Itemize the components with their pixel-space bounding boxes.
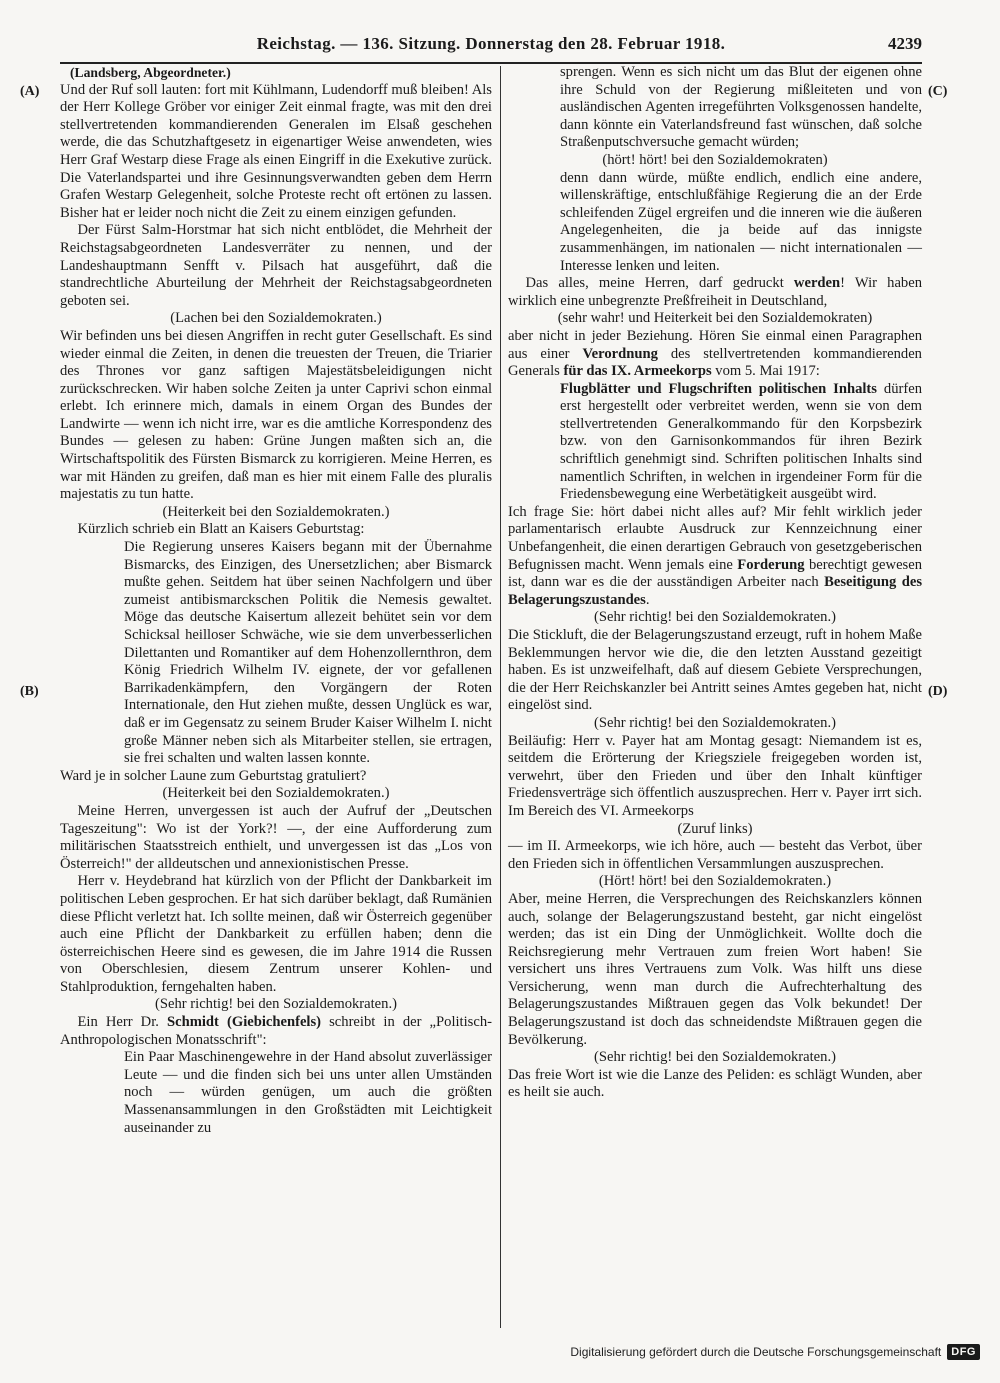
margin-marker-d: (D) <box>928 684 948 699</box>
paragraph: Das alles, meine Herren, darf gedruckt werden! Wir haben wirklich eine unbegrenzte Preßfreiheit in Deutschland, <box>508 275 922 309</box>
paragraph: Ward je in solcher Laune zum Geburtstag gratuliert? <box>60 767 367 784</box>
right-column <box>508 64 922 1102</box>
reaction: (sehr wahr! und Heiterkeit bei den Sozialdemokraten) <box>557 310 873 327</box>
paragraph: Das freie Wort ist wie die Lanze des Peliden: es schlägt Wunden, aber es heilt sie auch. <box>508 1066 922 1101</box>
dfg-logo: DFG <box>947 1344 980 1360</box>
footer <box>570 1344 980 1360</box>
block-quote: Flugblätter und Flugschriften politischen Inhalts dürfen erst hergestellt oder verbreitet werden, wenn sie von dem stellvertretenden Generalkommando für den Korpsbezirk bzw. von den Garnisonkommandos für ihren Bezirk schriftlich genehmigt sind. Schriften politischen Inhalts sind namentlich Schriften, in welchen in irgendeiner Form für die Friedensbewegung eine Werbetätigkeit ausgeübt wird. <box>560 380 922 503</box>
paragraph: Der Fürst Salm-Horstmar hat sich nicht entblödet, die Mehrheit der Reichstagsabgeordneten Landesverräter zu nennen, und der Landeshauptmann Senfft v. Pilsach hat ausgeführt, daß die standrechtliche Aburteilung der Mehrheit der Reichstagsabgeordneten geboten sei. <box>60 222 492 309</box>
paragraph: Herr v. Heydebrand hat kürzlich von der Pflicht der Dankbarkeit im politischen Leben gesprochen. Er hat sich darüber beklagt, daß Rumänien diese Pflicht verletzt hat. Ich sollte meinen, daß wir Österreich gegenüber auch eine Pflicht der Dankbarkeit zu erfüllen haben; denn die österreichischen Heere sind es gewesen, die im Jahre 1914 die Russen von Oberschlesien, diesem Zentrum unserer Kohlen- und Stahlproduktion, ferngehalten haben. <box>60 873 492 995</box>
paragraph: Aber, meine Herren, die Versprechungen des Reichskanzlers können auch, solange der Belagerungszustand besteht, gar nicht eingelöst werden; das ist ein Ding der Unmöglichkeit. Wollte doch die Reichsregierung mehr Vertrauen zum freien Wort haben! Sie versichert uns ihres Vertrauens zum Volk. Was hilft uns diese Versicherung, wenn man durch die Aufrechterhaltung des Belagerungszustandes Mißtrauen gegen das Volk bekundet! Der Belagerungszustand ist doch das schneidendste Mißtrauen gegen die Bevölkerung. <box>508 890 922 1048</box>
reaction: (Hört! hört! bei den Sozialdemokraten.) <box>598 873 832 890</box>
reaction: (Heiterkeit bei den Sozialdemokraten.) <box>162 503 390 520</box>
paragraph: — im II. Armeekorps, wie ich höre, auch — besteht das Verbot, über den Frieden sich in öffentlichen Versammlungen auszusprechen. <box>508 838 922 872</box>
reaction: (Sehr richtig! bei den Sozialdemokraten.) <box>155 996 397 1013</box>
block-quote: sprengen. Wenn es sich nicht um das Blut der eigenen ohne ihre Schuld von der Regierung mißleiteten und von ausländischen Agenten irregeführten Volksgenossen handelte, dann könnte ein Vaterlandsfreund fast wünschen, daß solche Straßenputschversuche gemacht würden; <box>560 64 922 151</box>
reaction: (Sehr richtig! bei den Sozialdemokraten.) <box>594 714 836 731</box>
reaction: (Zuruf links) <box>677 820 753 837</box>
paragraph: Die Stickluft, die der Belagerungszustand erzeugt, ruft in hohem Maße Beklemmungen hervor wie die, die den letzten Ausstand gezeitigt haben. Es ist unzweifelhaft, daß auf diesem Gebiete Versprechungen, die der Herr Reichskanzler bei Antritt seines Amtes gegeben hat, nicht eingelöst sind. <box>508 627 922 714</box>
block-quote: Ein Paar Maschinengewehre in der Hand absolut zuverlässiger Leute — und die finden sich bei uns unter allen Umständen noch — würden genügen, um auch die größten Massenansammlungen in den Großstädten mit Leichtigkeit auseinander zu <box>124 1049 492 1136</box>
paragraph: Meine Herren, unvergessen ist auch der Aufruf der „Deutschen Tageszeitung": Wo ist der York?! —, der eine Aufforderung zum militärischen Staatsstreich enthielt, und unvergessen ist das „Los von Österreich!" der alldeutschen und annexionistischen Presse. <box>60 802 492 872</box>
paragraph: Beiläufig: Herr v. Payer hat am Montag gesagt: Niemandem ist es, seitdem die Erörterung der Kriegsziele freigegeben worden ist, verwehrt, über den Frieden und über den Inhalt künftiger Friedensverträge sich öffentlich auszusprechen. Herr v. Payer irrt sich. Im Bereich des VI. Armeekorps <box>508 732 922 819</box>
paragraph: Ein Herr Dr. Schmidt (Giebichenfels) schreibt in der „Politisch-Anthropologischen Monatsschrift": <box>60 1014 492 1048</box>
page-header <box>60 34 922 60</box>
paragraph: Wir befinden uns bei diesen Angriffen in recht guter Gesellschaft. Es sind wieder einmal die Zeiten, in denen die treuesten der Treuen, die Triarier des Thrones vor ganz saftigen Majestätsbeleidigungen nicht zurückschrecken. Wir haben solche Zeiten ja unter Caprivi schon einmal erlebt. Ich erinnere mich, damals in einem Organ des Bundes der Landwirte — wenn ich nicht irre, war es die amtliche Korrespondenz des Bundes — gelesen zu haben: Grüne Jungen maßten sich an, die Wirtschaftspolitik des Fürsten Bismarck zu korrigieren. Meine Herren, es war mit Händen zu greifen, daß man es hier mit einem Falle des pluralis majestatis zu tun hatte. <box>60 327 492 503</box>
reaction: (Sehr richtig! bei den Sozialdemokraten.) <box>594 1049 836 1066</box>
reaction: (hört! hört! bei den Sozialdemokraten) <box>602 151 828 168</box>
paragraph: aber nicht in jeder Beziehung. Hören Sie einmal einen Paragraphen aus einer Verordnung des stellvertretenden kommandierenden Generals für das IX. Armeekorps vom 5. Mai 1917: <box>508 327 922 380</box>
margin-marker-b: (B) <box>20 684 39 699</box>
reaction: (Lachen bei den Sozialdemokraten.) <box>170 310 382 327</box>
block-quote: Die Regierung unseres Kaisers begann mit der Übernahme Bismarcks, des Einzigen, des Unersetzlichen; aber Bismarck mußte gehen. Seitdem hat über seinen Nachfolgern und über zumeist antibismarckschen Politik die Nemesis gewaltet. Möge das deutsche Kaisertum allezeit behütet sein vor dem Schicksal heilloser Schwäche, wie sie dem unverbesserlichen Dilettanten und Romantiker auf dem Hohenzollernthron, dem König Friedrich Wilhelm IV. eignete, der vor gefallenen Barrikadenkämpfern, den Vorgängern der Roten Internationale, den Hut ziehen mußte, dessen Unglück es war, daß er im Gegensatz zu seinem Bruder Kaiser Wilhelm I. nicht große Männer neben sich als Mitarbeiter stellen, sie ertragen, sie frei schalten und walten lassen konnte. <box>124 539 492 767</box>
paragraph: Ich frage Sie: hört dabei nicht alles auf? Mir fehlt wirklich jeder parlamentarisch erlaubte Ausdruck zur Kennzeichnung einer Unbefangenheit, die einen derartigen Gebrauch von gesetzgeberischen Befugnissen macht. Wenn jemals eine Forderung berechtigt gewesen ist, dann war es die der ausständigen Arbeiter nach Beseitigung des Belagerungszustandes. <box>508 503 922 608</box>
reaction: (Sehr richtig! bei den Sozialdemokraten.) <box>594 609 836 626</box>
margin-marker-c: (C) <box>928 84 948 99</box>
margin-marker-a: (A) <box>20 84 40 99</box>
reaction: (Heiterkeit bei den Sozialdemokraten.) <box>162 785 390 802</box>
funding-notice: Digitalisierung gefördert durch die Deutsche Forschungsgemeinschaft <box>570 1345 942 1359</box>
column-divider <box>500 66 501 1328</box>
block-quote: denn dann würde, müßte endlich, endlich eine andere, willenskräftige, entschlußfähige Regierung die an der Erde schleifenden Zügel ergreifen und die inneren wie die äußeren Angelegenheiten, die ja beide auf das innigste zusammenhängen, im nationalen — nicht internationalen — Interesse lenken und leiten. <box>560 169 922 274</box>
paragraph: Und der Ruf soll lauten: fort mit Kühlmann, Ludendorff muß bleiben! Als der Herr Kollege Gröber vor einiger Zeit einmal fragte, was mit den drei stellvertretenden kommandierenden Generalen im Elsaß geschehen werde, die das Schutzhaftgesetz in eigenartiger Weise anwendeten, wies Herr Graf Westarp diese Frage als einen Eingriff in die Exekutive zurück. Die Vaterlandspartei und ihre Gesinnungsverwandten geben dem Herrn Grafen Westarp Gelegenheit, solche Proteste recht oft ertönen zu lassen. Bisher hat er leider noch nicht die Zeit zu einem einzigen gefunden. <box>60 81 492 221</box>
running-title: Reichstag. — 136. Sitzung. Donnerstag den 28. Februar 1918. <box>256 34 726 53</box>
speaker-attribution: (Landsberg, Abgeordneter.) <box>70 65 231 80</box>
left-column <box>60 64 492 1137</box>
paragraph: Kürzlich schrieb ein Blatt an Kaisers Geburtstag: <box>77 521 365 538</box>
page-number: 4239 <box>888 34 922 53</box>
